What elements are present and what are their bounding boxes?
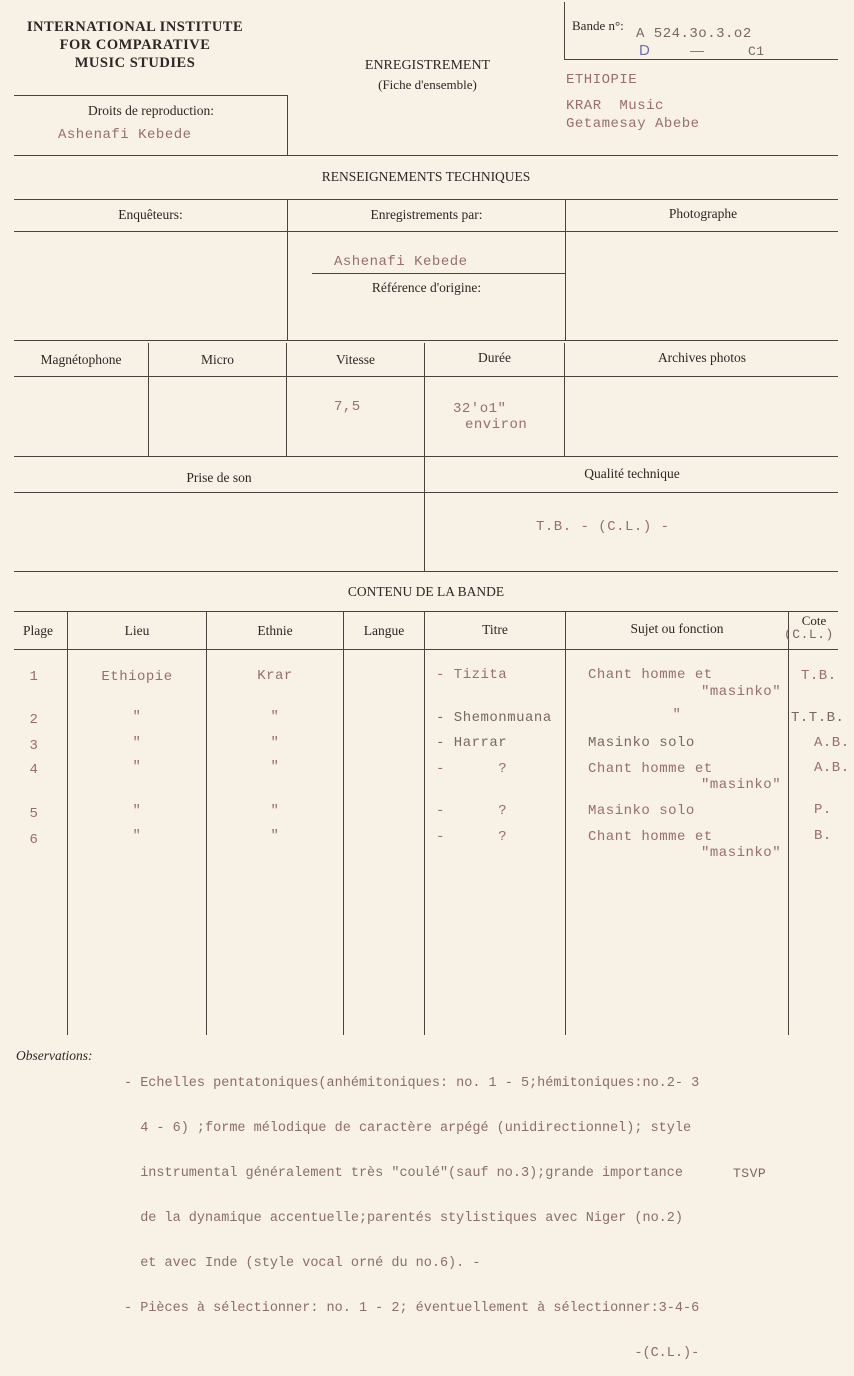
content-title: CONTENU DE LA BANDE: [347, 584, 505, 599]
technical-title: RENSEIGNEMENTS TECHNIQUES: [321, 169, 531, 184]
qualite-value: T.B. - (C.L.) -: [536, 519, 670, 535]
content-div-5: [565, 611, 566, 1035]
rights-label: Droits de reproduction:: [88, 103, 214, 118]
row-5-ethnie: ": [270, 803, 280, 819]
micro-label: Micro: [201, 352, 234, 367]
institute-line-1: INTERNATIONAL INSTITUTE: [26, 19, 244, 35]
row-4-sujet-2: "masinko": [701, 777, 782, 793]
subject-value: KRAR Music: [566, 98, 664, 114]
institute-name: [10, 18, 260, 72]
row-6-plage: 6: [29, 832, 39, 848]
content-div-3: [343, 611, 344, 1035]
row-2-ethnie: ": [270, 709, 280, 725]
row-1-lieu: Ethiopie: [101, 669, 173, 685]
row-5-plage: 5: [29, 806, 39, 822]
row-3-sujet: Masinko solo: [588, 735, 695, 751]
row-4-titre: - ?: [436, 761, 508, 777]
observation-line-3: instrumental généralement très "coulé"(sauf no.3);grande importance: [124, 1166, 683, 1181]
duree-label: Durée: [478, 350, 511, 365]
prise-label: Prise de son: [186, 470, 252, 485]
col-sujet: Sujet ou fonction: [630, 621, 724, 636]
rights-box-top: [14, 95, 288, 96]
row-4-plage: 4: [29, 762, 39, 778]
row-3-lieu: ": [132, 735, 142, 751]
enregistrements-label: Enregistrements par:: [370, 207, 483, 222]
equip-header-rule: [14, 376, 838, 377]
performer-value: Getamesay Abebe: [566, 116, 700, 132]
archives-label: Archives photos: [657, 350, 747, 365]
bande-box-bottom: [564, 59, 838, 60]
col-lieu: Lieu: [124, 623, 150, 638]
col-cote-note: (C.L.): [784, 627, 834, 642]
observation-line-7: -(C.L.)-: [124, 1346, 700, 1361]
row-6-titre: - ?: [436, 829, 508, 845]
row-2-lieu: ": [132, 709, 142, 725]
row-2-titre: - Shemonmuana: [436, 710, 552, 726]
duree-value-2: environ: [465, 417, 528, 433]
photographe-label: Photographe: [668, 206, 738, 221]
bande-number: A 524.3o.3.o2: [636, 26, 752, 42]
form-subtitle: (Fiche d'ensemble): [378, 77, 477, 92]
row-2-cote: T.T.B.: [791, 710, 845, 726]
observation-line-6: - Pièces à sélectionner: no. 1 - 2; éventuellement à sélectionner:3-4-6: [124, 1301, 700, 1316]
header-bottom-rule: [14, 155, 838, 156]
reference-label: Référence d'origine:: [371, 280, 482, 295]
enregistrements-value: Ashenafi Kebede: [334, 254, 468, 270]
row-1-sujet-2: "masinko": [701, 684, 782, 700]
row-6-sujet: Chant homme et: [588, 829, 713, 845]
row-6-ethnie: ": [270, 828, 280, 844]
technical-title-rule: [14, 199, 838, 200]
observation-line-2: 4 - 6) ;forme mélodique de caractère arpégé (unidirectionnel); style: [124, 1121, 692, 1136]
row-1-plage: 1: [29, 669, 39, 685]
prise-block-bottom: [14, 571, 838, 572]
enqueteurs-label: Enquêteurs:: [118, 207, 183, 222]
vitesse-value: 7,5: [334, 399, 361, 415]
tsvp-footer: TSVP: [733, 1166, 767, 1181]
observations-label: Observations:: [16, 1048, 93, 1063]
col-cote: Cote: [801, 613, 827, 628]
row-3-plage: 3: [29, 738, 39, 754]
observation-line-5: et avec Inde (style vocal orné du no.6). -: [124, 1256, 481, 1271]
institute-line-2: FOR COMPARATIVE: [59, 37, 211, 53]
row-5-cote: P.: [814, 802, 832, 818]
content-header-rule: [14, 649, 838, 650]
bande-dash: —: [690, 42, 704, 58]
row-3-cote: A.B.: [814, 735, 850, 751]
tech-header-rule: [14, 231, 838, 232]
reference-rule: [312, 273, 565, 274]
institute-line-3: MUSIC STUDIES: [74, 55, 196, 71]
row-6-cote: B.: [814, 828, 832, 844]
tech-block-bottom: [14, 340, 838, 341]
content-div-4: [424, 611, 425, 1035]
row-4-sujet: Chant homme et: [588, 761, 713, 777]
equip-block-bottom: [14, 456, 838, 457]
bande-box-left: [564, 2, 565, 59]
col-plage: Plage: [23, 623, 53, 638]
form-title: ENREGISTREMENT: [364, 58, 491, 73]
observations-text: [124, 1046, 699, 1376]
row-3-titre: - Harrar: [436, 735, 508, 751]
row-2-sujet: ": [672, 707, 682, 723]
col-langue: Langue: [363, 623, 405, 638]
row-5-lieu: ": [132, 803, 142, 819]
rights-value: Ashenafi Kebede: [58, 127, 192, 143]
row-1-cote: T.B.: [801, 668, 837, 684]
bande-c1: C1: [748, 44, 765, 59]
bande-label: Bande n°:: [572, 18, 624, 33]
content-title-rule: [14, 611, 838, 612]
row-2-plage: 2: [29, 712, 39, 728]
prise-header-rule: [14, 492, 838, 493]
row-6-sujet-2: "masinko": [701, 845, 782, 861]
content-div-6: [788, 611, 789, 1035]
row-4-cote: A.B.: [814, 760, 850, 776]
row-1-ethnie: Krar: [257, 668, 293, 684]
row-1-sujet: Chant homme et: [588, 667, 713, 683]
row-5-sujet: Masinko solo: [588, 803, 695, 819]
row-3-ethnie: ": [270, 735, 280, 751]
qualite-label: Qualité technique: [584, 466, 680, 481]
row-6-lieu: ": [132, 828, 142, 844]
bande-d: D: [639, 42, 650, 59]
equip-div-3: [424, 343, 425, 571]
row-1-titre: - Tizita: [436, 667, 508, 683]
col-ethnie: Ethnie: [257, 623, 293, 638]
row-4-lieu: ": [132, 759, 142, 775]
vitesse-label: Vitesse: [336, 352, 375, 367]
col-titre: Titre: [482, 622, 508, 637]
observation-line-1: - Echelles pentatoniques(anhémitoniques: no. 1 - 5;hémitoniques:no.2- 3: [124, 1076, 700, 1091]
magnetophone-label: Magnétophone: [40, 352, 122, 367]
observation-line-4: de la dynamique accentuelle;parentés stylistiques avec Niger (no.2): [124, 1211, 683, 1226]
row-5-titre: - ?: [436, 803, 508, 819]
row-4-ethnie: ": [270, 759, 280, 775]
country-value: ETHIOPIE: [566, 72, 638, 88]
duree-value: 32'o1": [453, 401, 507, 417]
